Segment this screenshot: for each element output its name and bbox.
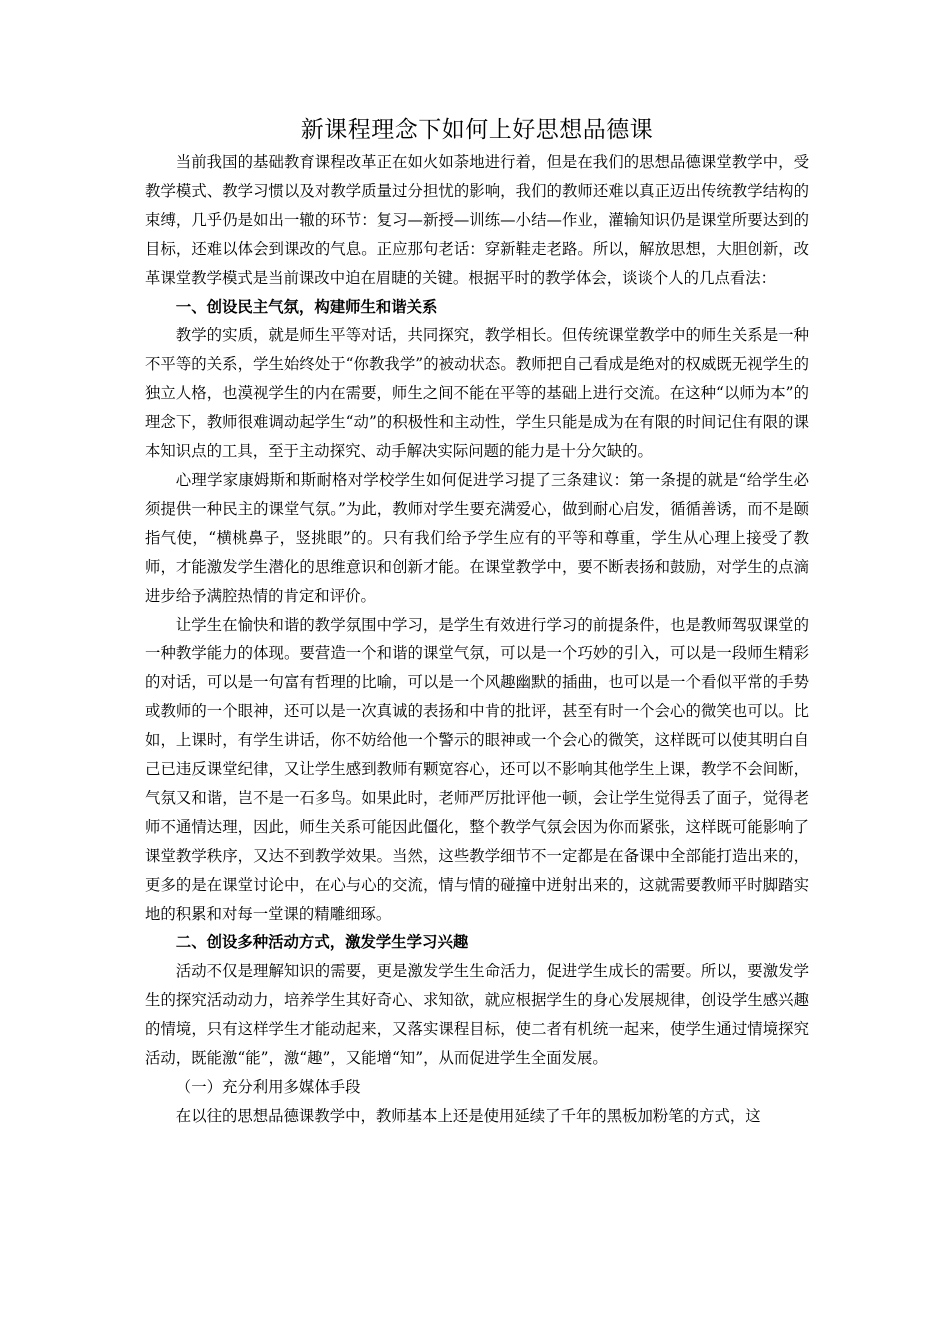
intro-paragraph: 当前我国的基础教育课程改革正在如火如荼地进行着，但是在我们的思想品德课堂教学中，受教学模式、教学习惯以及对教学质量过分担忧的影响，我们的教师还难以真正迈出传统教学结构的束缚，几乎仍是如出一辙的环节：复习—新授—训练—小结—作业，灌输知识仍是课堂所要达到的目标，还难以体会到课改的气息。正应那句老话：穿新鞋走老路。所以，解放思想，大胆创新，改革课堂教学模式是当前课改中迫在眉睫的关键。根据平时的教学体会，谈谈个人的几点看法： (145, 153, 809, 287)
section-1-paragraph-3: 让学生在愉快和谐的教学氛围中学习，是学生有效进行学习的前提条件，也是教师驾驭课堂的一种教学能力的体现。要营造一个和谐的课堂气氛，可以是一个巧妙的引入，可以是一段师生精彩的对话，可以是一句富有哲理的比喻，可以是一个风趣幽默的插曲，也可以是一个看似平常的手势或教师的一个眼神，还可以是一次真诚的表扬和中肯的批评，甚至有时一个会心的微笑也可以。比如，上课时，有学生讲话，你不妨给他一个警示的眼神或一个会心的微笑，这样既可以使其明白自己已违反课堂纪律，又让学生感到教师有颗宽容心，还可以不影响其他学生上课，教学不会间断，气氛又和谐，岂不是一石多鸟。如果此时，老师严厉批评他一顿，会让学生觉得丢了面子，觉得老师不通情达理，因此，师生关系可能因此僵化，整个教学气氛会因为你而紧张，这样既可能影响了课堂教学秩序，又达不到教学效果。当然，这些教学细节不一定都是在备课中全部能打造出来的，更多的是在课堂讨论中，在心与心的交流，情与情的碰撞中迸射出来的，这就需要教师平时脚踏实地的积累和对每一堂课的精雕细琢。 (145, 615, 809, 923)
section-2-heading: 二、创设多种活动方式，激发学生学习兴趣 (175, 933, 469, 952)
section-2-paragraph: 活动不仅是理解知识的需要，更是激发学生生命活力，促进学生成长的需要。所以，要激发学生的探究活动动力，培养学生其好奇心、求知欲，就应根据学生的身心发展规律，创设学生感兴趣的情境，只有这样学生才能动起来，又落实课程目标，使二者有机统一起来，使学生通过情境探究活动，既能激“能”，激“趣”，又能增“知”，从而促进学生全面发展。 (145, 962, 809, 1068)
document-page (145, 112, 809, 1131)
section-2-subheading: （一）充分利用多媒体手段 (175, 1078, 361, 1096)
document-title: 新课程理念下如何上好思想品德课 (300, 117, 654, 143)
section-1-paragraph-1: 教学的实质，就是师生平等对话，共同探究，教学相长。但传统课堂教学中的师生关系是一种不平等的关系，学生始终处于“你教我学”的被动状态。教师把自己看成是绝对的权威既无视学生的独立人格，也漠视学生的内在需要，师生之间不能在平等的基础上进行交流。在这种“以师为本”的理念下，教师很难调动起学生“动”的积极性和主动性，学生只能是成为在有限的时间记住有限的课本知识点的工具，至于主动探究、动手解决实际问题的能力是十分欠缺的。 (145, 326, 809, 461)
section-1-heading: 一、创设民主气氛，构建师生和谐关系 (175, 297, 438, 316)
section-2-sub-paragraph: 在以往的思想品德课教学中，教师基本上还是使用延续了千年的黑板加粉笔的方式，这 (175, 1106, 761, 1125)
section-1-paragraph-2: 心理学家康姆斯和斯耐格对学校学生如何促进学习提了三条建议：第一条提的就是“给学生必须提供一种民主的课堂气氛。”为此，教师对学生要充满爱心，做到耐心启发，循循善诱，而不是颐指气使，“横桃鼻子，竖挑眼”的。只有我们给予学生应有的平等和尊重，学生从心理上接受了教师，才能激发学生潜化的思维意识和创新才能。在课堂教学中，要不断表扬和鼓励，对学生的点滴进步给予满腔热情的肯定和评价。 (145, 470, 809, 605)
